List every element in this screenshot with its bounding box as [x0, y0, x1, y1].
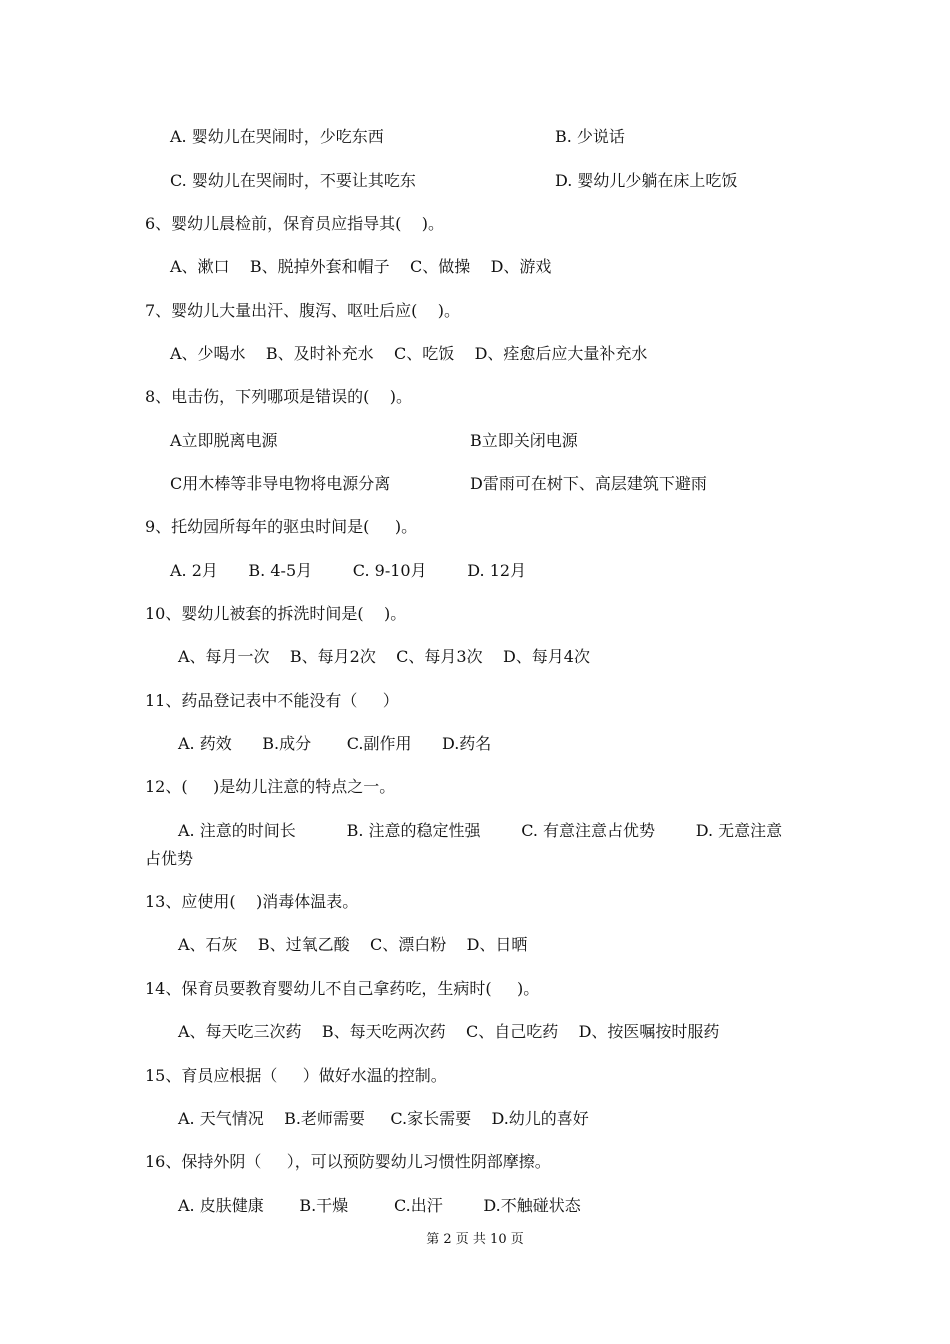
q5-option-b: B. 少说话 — [555, 127, 625, 146]
question-10: 10、婴幼儿被套的拆洗时间是( )。 — [145, 604, 407, 623]
question-14: 14、保育员要教育婴幼儿不自己拿药吃，生病时( )。 — [145, 979, 540, 998]
question-12: 12、( )是幼儿注意的特点之一。 — [145, 777, 396, 796]
q9-options: A. 2月 B. 4-5月 C. 9-10月 D. 12月 — [170, 561, 527, 580]
question-15: 15、育员应根据（ ）做好水温的控制。 — [145, 1066, 447, 1085]
page-number-footer: 第 2 页 共 10 页 — [426, 1232, 524, 1247]
q10-options: A、每月一次 B、每月2次 C、每月3次 D、每月4次 — [178, 647, 590, 666]
question-8: 8、电击伤，下列哪项是错误的( )。 — [145, 387, 413, 406]
q8-option-a: A立即脱离电源 — [170, 431, 278, 450]
q8-option-d: D雷雨可在树下、高层建筑下避雨 — [470, 474, 707, 493]
question-9: 9、托幼园所每年的驱虫时间是( )。 — [145, 517, 418, 536]
q14-options: A、每天吃三次药 B、每天吃两次药 C、自己吃药 D、按医嘱按时服药 — [178, 1022, 720, 1041]
q5-option-c: C. 婴幼儿在哭闹时，不要让其吃东 — [170, 171, 416, 190]
q8-option-b: B立即关闭电源 — [470, 431, 578, 450]
q15-options: A. 天气情况 B.老师需要 C.家长需要 D.幼儿的喜好 — [178, 1109, 589, 1128]
q8-option-c: C用木棒等非导电物将电源分离 — [170, 474, 391, 493]
q5-option-a: A. 婴幼儿在哭闹时，少吃东西 — [170, 127, 384, 146]
q13-options: A、石灰 B、过氧乙酸 C、漂白粉 D、日晒 — [178, 935, 528, 954]
q7-options: A、少喝水 B、及时补充水 C、吃饭 D、痊愈后应大量补充水 — [170, 344, 648, 363]
question-6: 6、婴幼儿晨检前，保育员应指导其( )。 — [145, 214, 445, 233]
question-16: 16、保持外阴（ ），可以预防婴幼儿习惯性阴部摩擦。 — [145, 1152, 551, 1171]
question-7: 7、婴幼儿大量出汗、腹泻、呕吐后应( )。 — [145, 301, 461, 320]
question-11: 11、药品登记表中不能没有（ ） — [145, 691, 399, 710]
q5-option-d: D. 婴幼儿少躺在床上吃饭 — [555, 171, 738, 190]
q12-options-wrap: 占优势 — [145, 849, 194, 868]
q16-options: A. 皮肤健康 B.干燥 C.出汗 D.不触碰状态 — [178, 1196, 581, 1215]
question-13: 13、应使用( )消毒体温表。 — [145, 892, 359, 911]
q12-options: A. 注意的时间长 B. 注意的稳定性强 C. 有意注意占优势 D. 无意注意 — [178, 821, 783, 840]
q11-options: A. 药效 B.成分 C.副作用 D.药名 — [178, 734, 492, 753]
q6-options: A、漱口 B、脱掉外套和帽子 C、做操 D、游戏 — [170, 257, 552, 276]
